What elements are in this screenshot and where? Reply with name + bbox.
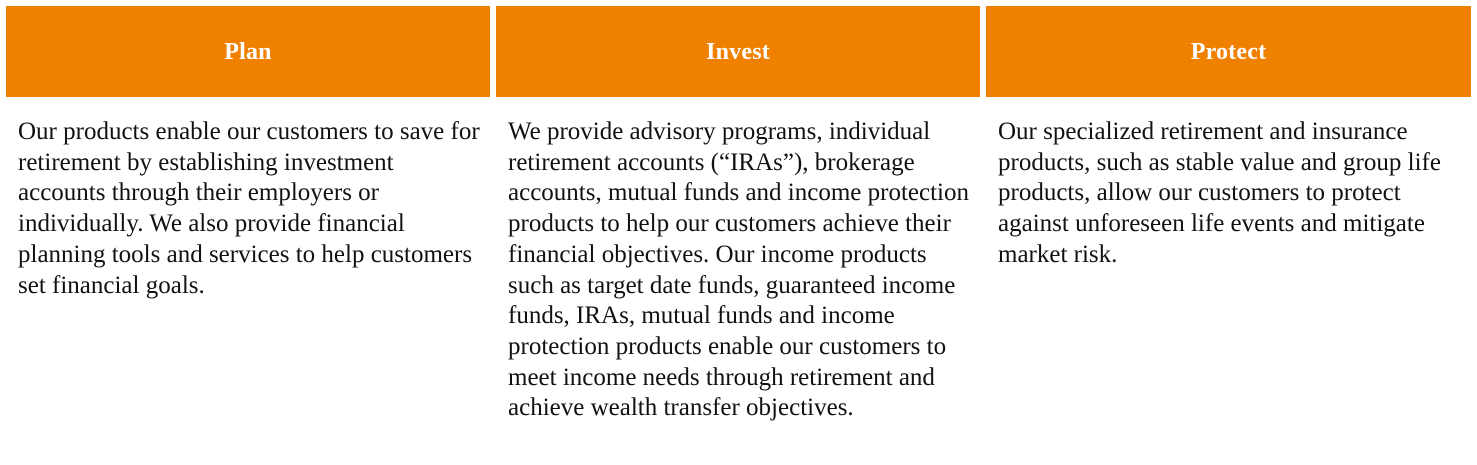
column-header-plan [6, 6, 490, 97]
column-heading: Plan [224, 38, 272, 65]
column-header-invest [496, 6, 980, 97]
three-column-table [6, 6, 1471, 461]
column-heading: Invest [706, 38, 770, 65]
column-protect [986, 6, 1471, 461]
column-header-protect [986, 6, 1471, 97]
column-invest [496, 6, 980, 461]
column-heading: Protect [1190, 38, 1267, 65]
column-plan [6, 6, 490, 461]
column-description: Our products enable our customers to save for retirement by establishing investment accounts through their employers or individually. We also provide financial planning tools and services to help customers set financial goals. [18, 118, 480, 299]
column-description: Our specialized retirement and insurance products, such as stable value and group life products, allow our customers to protect against unforeseen life events and mitigate market risk. [998, 118, 1441, 268]
column-description: We provide advisory programs, individual retirement accounts (“IRAs”), brokerage accounts, mutual funds and income protection products to help our customers achieve their financial objectives. Our income products such as target date funds, guaranteed income funds, IRAs, mutual funds and income protection products enable our customers to meet income needs through retirement and achieve wealth transfer objectives. [508, 118, 969, 422]
